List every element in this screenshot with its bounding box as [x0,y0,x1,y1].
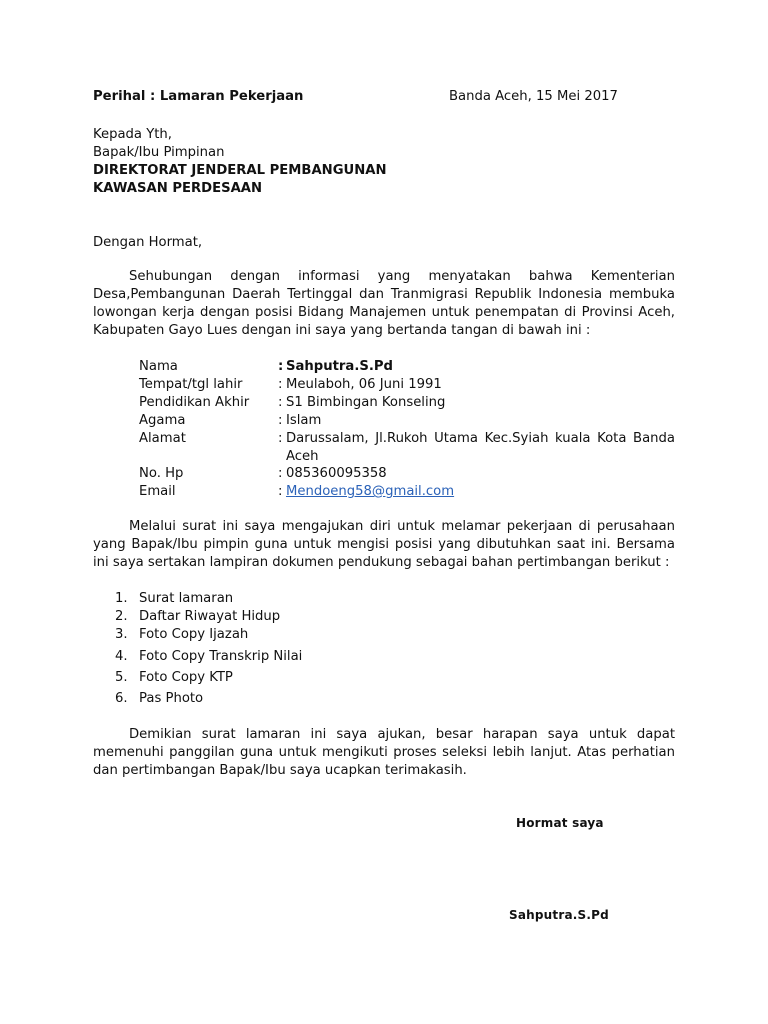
colon-no-hp: : [278,466,283,481]
colon-pendidikan: : [278,395,283,410]
value-alamat: Darussalam, Jl.Rukoh Utama Kec.Syiah kuala Kota Banda Aceh [286,431,675,464]
value-nama: Sahputra.S.Pd [286,359,393,374]
label-email: Email [139,484,176,499]
list-item-number: 4. [115,649,128,664]
list-item-text: Daftar Riwayat Hidup [139,609,281,624]
recipient-line-1: Kepada Yth, [93,127,172,142]
label-nama: Nama [139,359,178,374]
intro-paragraph: Sehubungan dengan informasi yang menyatakan bahwa Kementerian Desa,Pembangunan Daerah Tertinggal dan Tranmigrasi Republik Indonesia membuka lowongan kerja dengan posisi Bidang Manajemen untuk penempatan di Provinsi Aceh, Kabupaten Gayo Lues dengan ini saya yang bertanda tangan di bawah ini : [93,269,675,338]
list-item-text: Foto Copy Ijazah [139,627,249,642]
value-agama: Islam [286,413,322,428]
list-item-text: Foto Copy Transkrip Nilai [139,649,303,664]
list-item-text: Pas Photo [139,691,204,706]
closing-paragraph: Demikian surat lamaran ini saya ajukan, besar harapan saya untuk dapat memenuhi panggilan guna untuk mengikuti proses seleksi lebih lanjut. Atas perhatian dan pertimbangan Bapak/Ibu saya ucapkan terimakasih. [93,727,675,778]
colon-nama: : [278,359,284,374]
value-tempat-tgl-lahir: Meulaboh, 06 Juni 1991 [286,377,442,392]
label-agama: Agama [139,413,186,428]
label-no-hp: No. Hp [139,466,184,481]
list-item-number: 6. [115,691,128,706]
signature-salutation: Hormat saya [516,816,604,830]
list-item-number: 5. [115,670,128,685]
list-item-number: 2. [115,609,128,624]
email-link[interactable]: Mendoeng58@gmail.com [286,484,455,499]
colon-agama: : [278,413,283,428]
recipient-line-3: DIREKTORAT JENDERAL PEMBANGUNAN [93,163,387,178]
value-email [286,483,675,501]
value-pendidikan: S1 Bimbingan Konseling [286,395,446,410]
colon-email: : [278,484,283,499]
list-item-number: 1. [115,591,128,606]
value-no-hp: 085360095358 [286,466,387,481]
colon-alamat: : [278,431,283,446]
place-date: Banda Aceh, 15 Mei 2017 [449,89,618,104]
list-item-text: Foto Copy KTP [139,670,233,685]
signature-name: Sahputra.S.Pd [509,908,609,922]
greeting: Dengan Hormat, [93,235,203,250]
list-item-text: Surat lamaran [139,591,234,606]
subject-line: Perihal : Lamaran Pekerjaan [93,89,304,104]
list-item-number: 3. [115,627,128,642]
label-alamat: Alamat [139,431,186,446]
label-tempat-tgl-lahir: Tempat/tgl lahir [139,377,243,392]
body-paragraph: Melalui surat ini saya mengajukan diri untuk melamar pekerjaan di perusahaan yang Bapak/Ibu pimpin guna untuk mengisi posisi yang dibutuhkan saat ini. Bersama ini saya sertakan lampiran dokumen pendukung sebagai bahan pertimbangan berikut : [93,519,675,570]
colon-tempat-tgl-lahir: : [278,377,283,392]
label-pendidikan: Pendidikan Akhir [139,395,250,410]
recipient-line-2: Bapak/Ibu Pimpinan [93,145,225,160]
recipient-line-4: KAWASAN PERDESAAN [93,181,263,196]
